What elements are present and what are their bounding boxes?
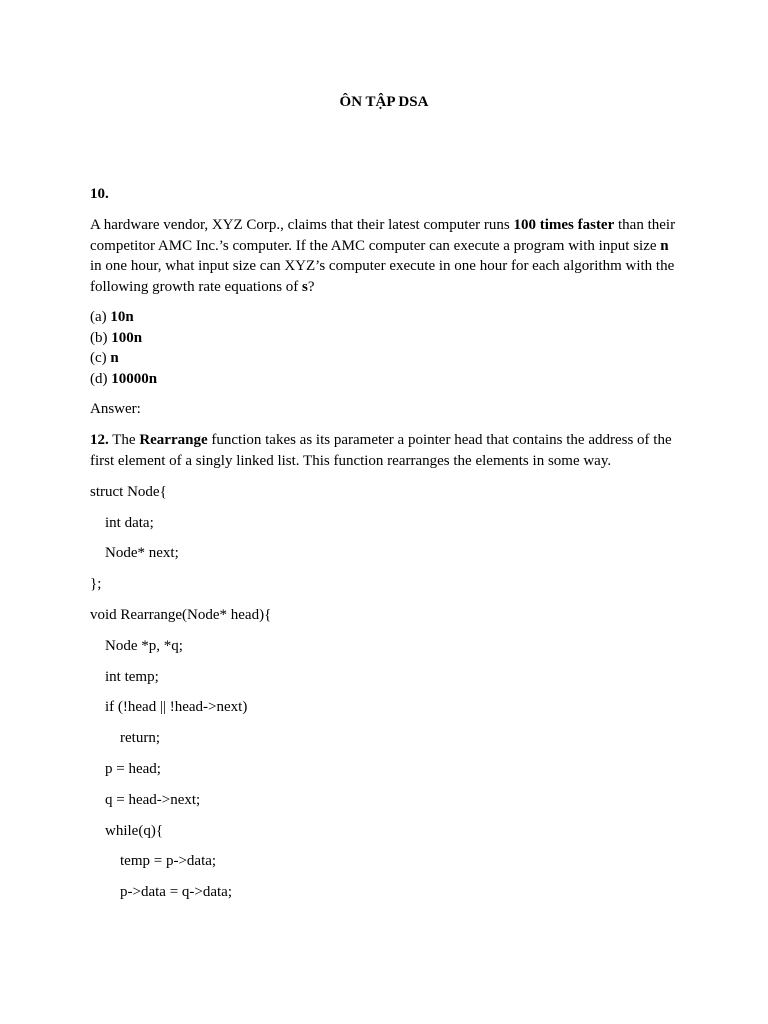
code-line: p = head; [105, 761, 161, 777]
option-label: (b) [90, 329, 112, 346]
code-line: p->data = q->data; [120, 884, 233, 900]
option-label: (d) [90, 370, 112, 387]
question-12-text [90, 430, 680, 471]
option-a [90, 307, 680, 328]
code-line: Node *p, *q; [105, 638, 183, 654]
option-b [90, 328, 680, 349]
q10-text-2: than their competitor AMC Inc.’s computer. If the AMC computer can execute a program with input size [90, 217, 676, 254]
option-value: n [110, 350, 119, 366]
code-line: void Rearrange(Node* head){ [90, 607, 272, 623]
q10-bold-2: n [660, 237, 669, 254]
q12-number: 12. [90, 432, 109, 448]
option-label: (c) [90, 350, 111, 366]
code-line: return; [120, 730, 160, 746]
q10-text-1: A hardware vendor, XYZ Corp., claims that their latest computer runs [90, 217, 514, 233]
q12-bold-1: Rearrange [139, 432, 208, 448]
answer-label: Answer: [90, 401, 141, 417]
code-line: temp = p->data; [120, 853, 217, 869]
q10-bold-1: 100 times faster [513, 217, 615, 233]
option-d [90, 369, 680, 390]
question-10-number: 10. [90, 186, 109, 202]
option-value: 10000n [111, 370, 158, 387]
code-line: if (!head || !head->next) [105, 699, 248, 715]
question-10-options [90, 307, 680, 389]
option-c [90, 348, 680, 369]
q12-text-1: The [108, 432, 140, 448]
option-value: 100n [111, 329, 143, 346]
code-line: q = head->next; [105, 792, 201, 808]
option-value: 10n [110, 309, 134, 325]
q10-bold-3: s [302, 278, 308, 295]
code-line: }; [90, 576, 102, 592]
code-line: struct Node{ [90, 484, 167, 500]
q10-text-3: in one hour, what input size can XYZ’s computer execute in one hour for each algorithm with the following growth rate equations of [90, 258, 675, 295]
document-title: ÔN TẬP DSA [339, 94, 429, 110]
question-10-text [90, 215, 680, 297]
option-label: (a) [90, 309, 111, 325]
code-line: Node* next; [105, 545, 179, 561]
code-line: int temp; [105, 669, 159, 685]
q10-text-4: ? [307, 278, 315, 295]
code-line: int data; [105, 515, 154, 531]
q12-text-2: function takes as its parameter a pointer head that contains the address of the first element of a singly linked list. This function rearranges the elements in some way. [90, 432, 672, 469]
code-line: while(q){ [105, 823, 164, 839]
